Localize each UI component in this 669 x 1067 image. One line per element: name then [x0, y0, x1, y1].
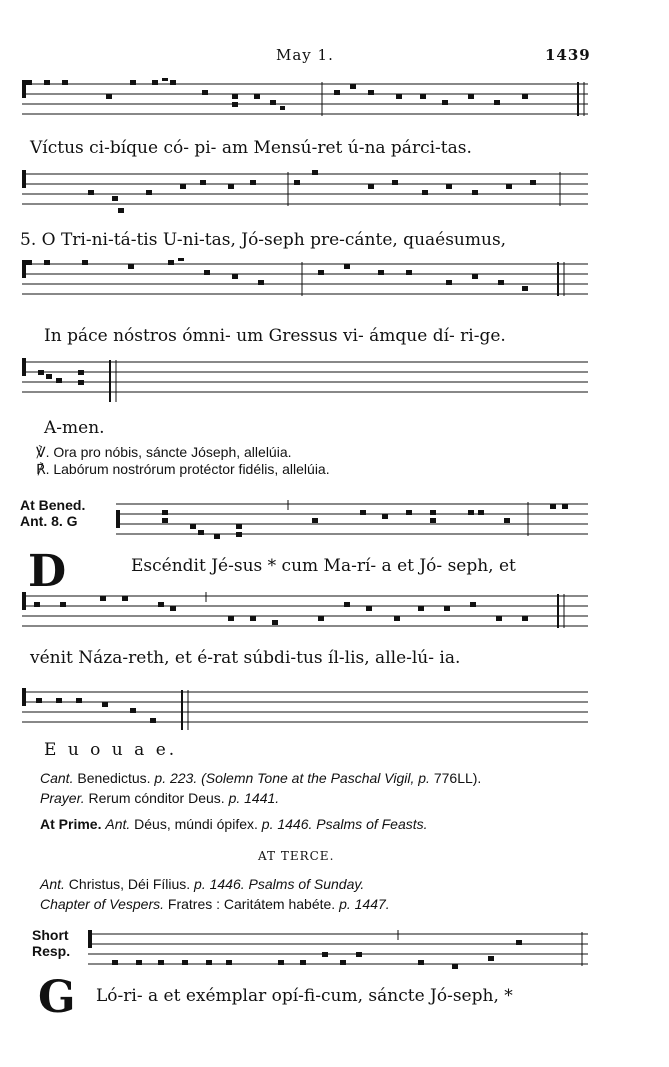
prime-rubric	[40, 816, 428, 832]
short-resp-initial: G	[38, 972, 76, 1023]
terce-heading: AT TERCE.	[258, 849, 335, 863]
antiphon-lyric-line-1: Escéndit Jé-sus * cum Ma-rí- a et Jó- seph, et	[131, 556, 516, 576]
hymn-lyric-line-3: In páce nóstros ómni- um Gressus vi- ámque dí- ri-ge.	[44, 326, 506, 346]
antiphon-initial: D	[28, 546, 67, 597]
prayer-rubric	[40, 790, 279, 806]
response-symbol: ℟.	[36, 461, 50, 477]
music-staff-3	[22, 258, 588, 302]
terce-ant-label: Ant.	[40, 876, 65, 892]
terce-ant-text: Christus, Déi Fílius.	[68, 876, 191, 892]
chapter-page: p. 1447.	[339, 896, 390, 912]
chapter-rubric	[40, 896, 390, 912]
music-staff-7	[22, 686, 588, 734]
prayer-page: p. 1441.	[228, 790, 280, 806]
antiphon-label-line-2: Ant. 8. G	[20, 513, 78, 529]
versicle-line	[36, 444, 292, 461]
cant-page: p. 223.	[154, 770, 198, 786]
short-resp-label-line-2: Resp.	[32, 943, 71, 959]
music-staff-5	[116, 498, 588, 552]
response-text: Labórum nostrórum protéctor fidélis, allelúia.	[53, 461, 330, 477]
prayer-text: Rerum cónditor Deus.	[88, 790, 225, 806]
terce-psalms: Psalms of Sunday.	[248, 876, 365, 892]
prime-ant-label: Ant.	[105, 816, 131, 832]
cant-label: Cant.	[40, 770, 74, 786]
hymn-lyric-line-1: Víctus ci-bíque có- pi- am Mensú-ret ú-na párci-tas.	[30, 138, 472, 158]
euouae-text: E u o u a e.	[44, 740, 178, 760]
response-line	[36, 461, 330, 478]
music-staff-2	[22, 166, 588, 222]
cant-note: (Solemn Tone at the Paschal Vigil, p.	[201, 770, 430, 786]
prime-psalms: Psalms of Feasts.	[316, 816, 428, 832]
page-number: 1439	[545, 46, 591, 64]
cant-text: Benedictus.	[77, 770, 151, 786]
chapter-label: Chapter of Vespers.	[40, 896, 164, 912]
hymn-lyric-line-2: 5. O Tri-ni-tá-tis U-ni-tas, Jó-seph pre-cánte, quaésumus,	[20, 230, 507, 250]
antiphon-label	[20, 497, 85, 529]
prime-text: Déus, múndi ópifex.	[134, 816, 258, 832]
short-resp-label	[32, 927, 70, 959]
music-staff-1	[22, 78, 588, 122]
cant-note-page: 776LL).	[433, 770, 482, 786]
chapter-text: Fratres : Caritátem habéte.	[167, 896, 336, 912]
music-staff-4	[22, 356, 588, 404]
short-resp-lyric-line-1: Ló-ri- a et exémplar opí-fi-cum, sáncte Jó-seph, *	[96, 986, 513, 1006]
antiphon-label-line-1: At Bened.	[20, 497, 86, 513]
prime-page: p. 1446.	[261, 816, 313, 832]
music-staff-6	[22, 590, 588, 638]
antiphon-lyric-line-2: vénit Náza-reth, et é-rat súbdi-tus íl-lis, alle-lú- ia.	[30, 648, 461, 668]
hymn-amen: A-men.	[44, 418, 105, 438]
cant-rubric	[40, 770, 481, 786]
versicle-symbol: ℣.	[36, 444, 50, 460]
versicle-text: Ora pro nóbis, sáncte Jóseph, allelúia.	[53, 444, 292, 460]
prayer-label: Prayer.	[40, 790, 85, 806]
short-resp-label-line-1: Short	[32, 927, 69, 943]
terce-antiphon-rubric	[40, 876, 364, 892]
music-staff-8	[88, 926, 588, 982]
terce-ant-page: p. 1446.	[194, 876, 245, 892]
page-title: May 1.	[276, 46, 334, 64]
prime-label: At Prime.	[40, 816, 102, 832]
